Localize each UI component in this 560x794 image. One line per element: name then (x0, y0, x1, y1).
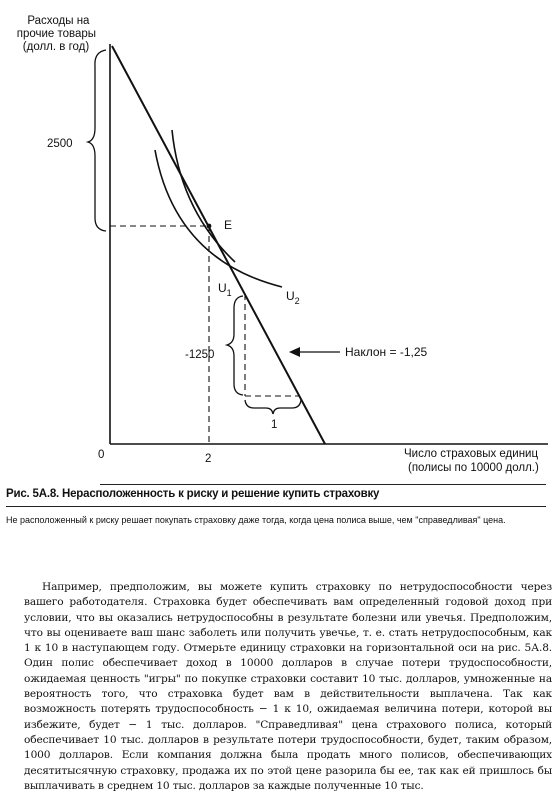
curve-label-u1-letter: U (218, 281, 227, 295)
body-paragraph: Например, предположим, вы можете купить страховку по нетрудоспособности через вашего работодателя. Страховка будет обеспечивать вам определенный годовой доход при условии, что вы оказались нетрудоспособны в результате болезни или увечья. Предположим, что вы оцениваете ваш шанс заболеть или получить увечье, т. е. стать нетрудоспособным, как 1 к 10 в наступающем году. Отмерьте единицу страховки на горизонтальной оси на рис. 5А.8. Один полис обеспечивает доход в 10000 долларов в случае потери трудоспособности, ожидаемая ценность "игры" по покупке страховки составит 10 тыс. долларов, умноженные на вероятность того, что страховка будет вам в действительности выплачена. Так как возможность потерять трудоспособность − 1 к 10, ожидаемая величина потери, которой вы избежите, будет − 1 тыс. долларов. "Справедливая" цена страхового полиса, который обеспечивает 10 тыс. долларов в результате потери трудоспособности, будет, таким образом, 1000 долларов. Если компания должна была продать много полисов, обеспечивающих десятитысячную страховку, продажа их по этой цене разорила бы ее, так как ей пришлось бы выплачивать в среднем 10 тыс. долларов за каждые полученные 10 тыс. (24, 581, 552, 792)
curve-label-u1-sub: 1 (226, 288, 232, 298)
caption-bottom-rule (6, 506, 546, 507)
x-axis-label-line-2: (полисы по 10000 долл.) (408, 462, 539, 474)
y-axis-label-line-1: Расходы на (27, 15, 90, 27)
run-brace (245, 400, 301, 414)
y-axis-label (17, 15, 100, 53)
indifference-curve-u2 (155, 150, 282, 287)
x-tick-2: 2 (205, 453, 212, 465)
y-axis-label-line-3: (долл. в год) (22, 41, 90, 53)
curve-label-u2-sub: 2 (294, 296, 300, 306)
curve-label-u2-letter: U (286, 289, 295, 303)
x-tick-0: 0 (98, 449, 105, 461)
rise-brace (227, 296, 243, 395)
caption-top-rule (100, 484, 546, 485)
equilibrium-point-e (207, 224, 212, 229)
slope-arrow-head (289, 347, 300, 357)
rise-label: -1250 (185, 349, 215, 361)
x-axis-label-line-1: Число страховых единиц (404, 448, 539, 460)
indifference-curve-u1 (172, 130, 235, 262)
y-tick-2500: 2500 (47, 138, 73, 150)
slope-label: Наклон = -1,25 (345, 345, 428, 359)
curve-label-u1 (218, 281, 232, 298)
y-brace (88, 50, 106, 231)
figure-caption-title: Рис. 5А.8. Нерасположенность к риску и решение купить страховку (6, 488, 380, 500)
y-axis-label-line-2: прочие товары (16, 28, 97, 40)
x-axis-label (404, 448, 541, 474)
run-label: 1 (271, 419, 278, 431)
figure-caption-note: Не расположенный к риску решает покупать страховку даже тогда, когда цена полиса выше, чем "справедливая" цена. (6, 515, 506, 525)
curve-label-u2 (286, 289, 300, 306)
point-label-e: E (224, 218, 233, 232)
